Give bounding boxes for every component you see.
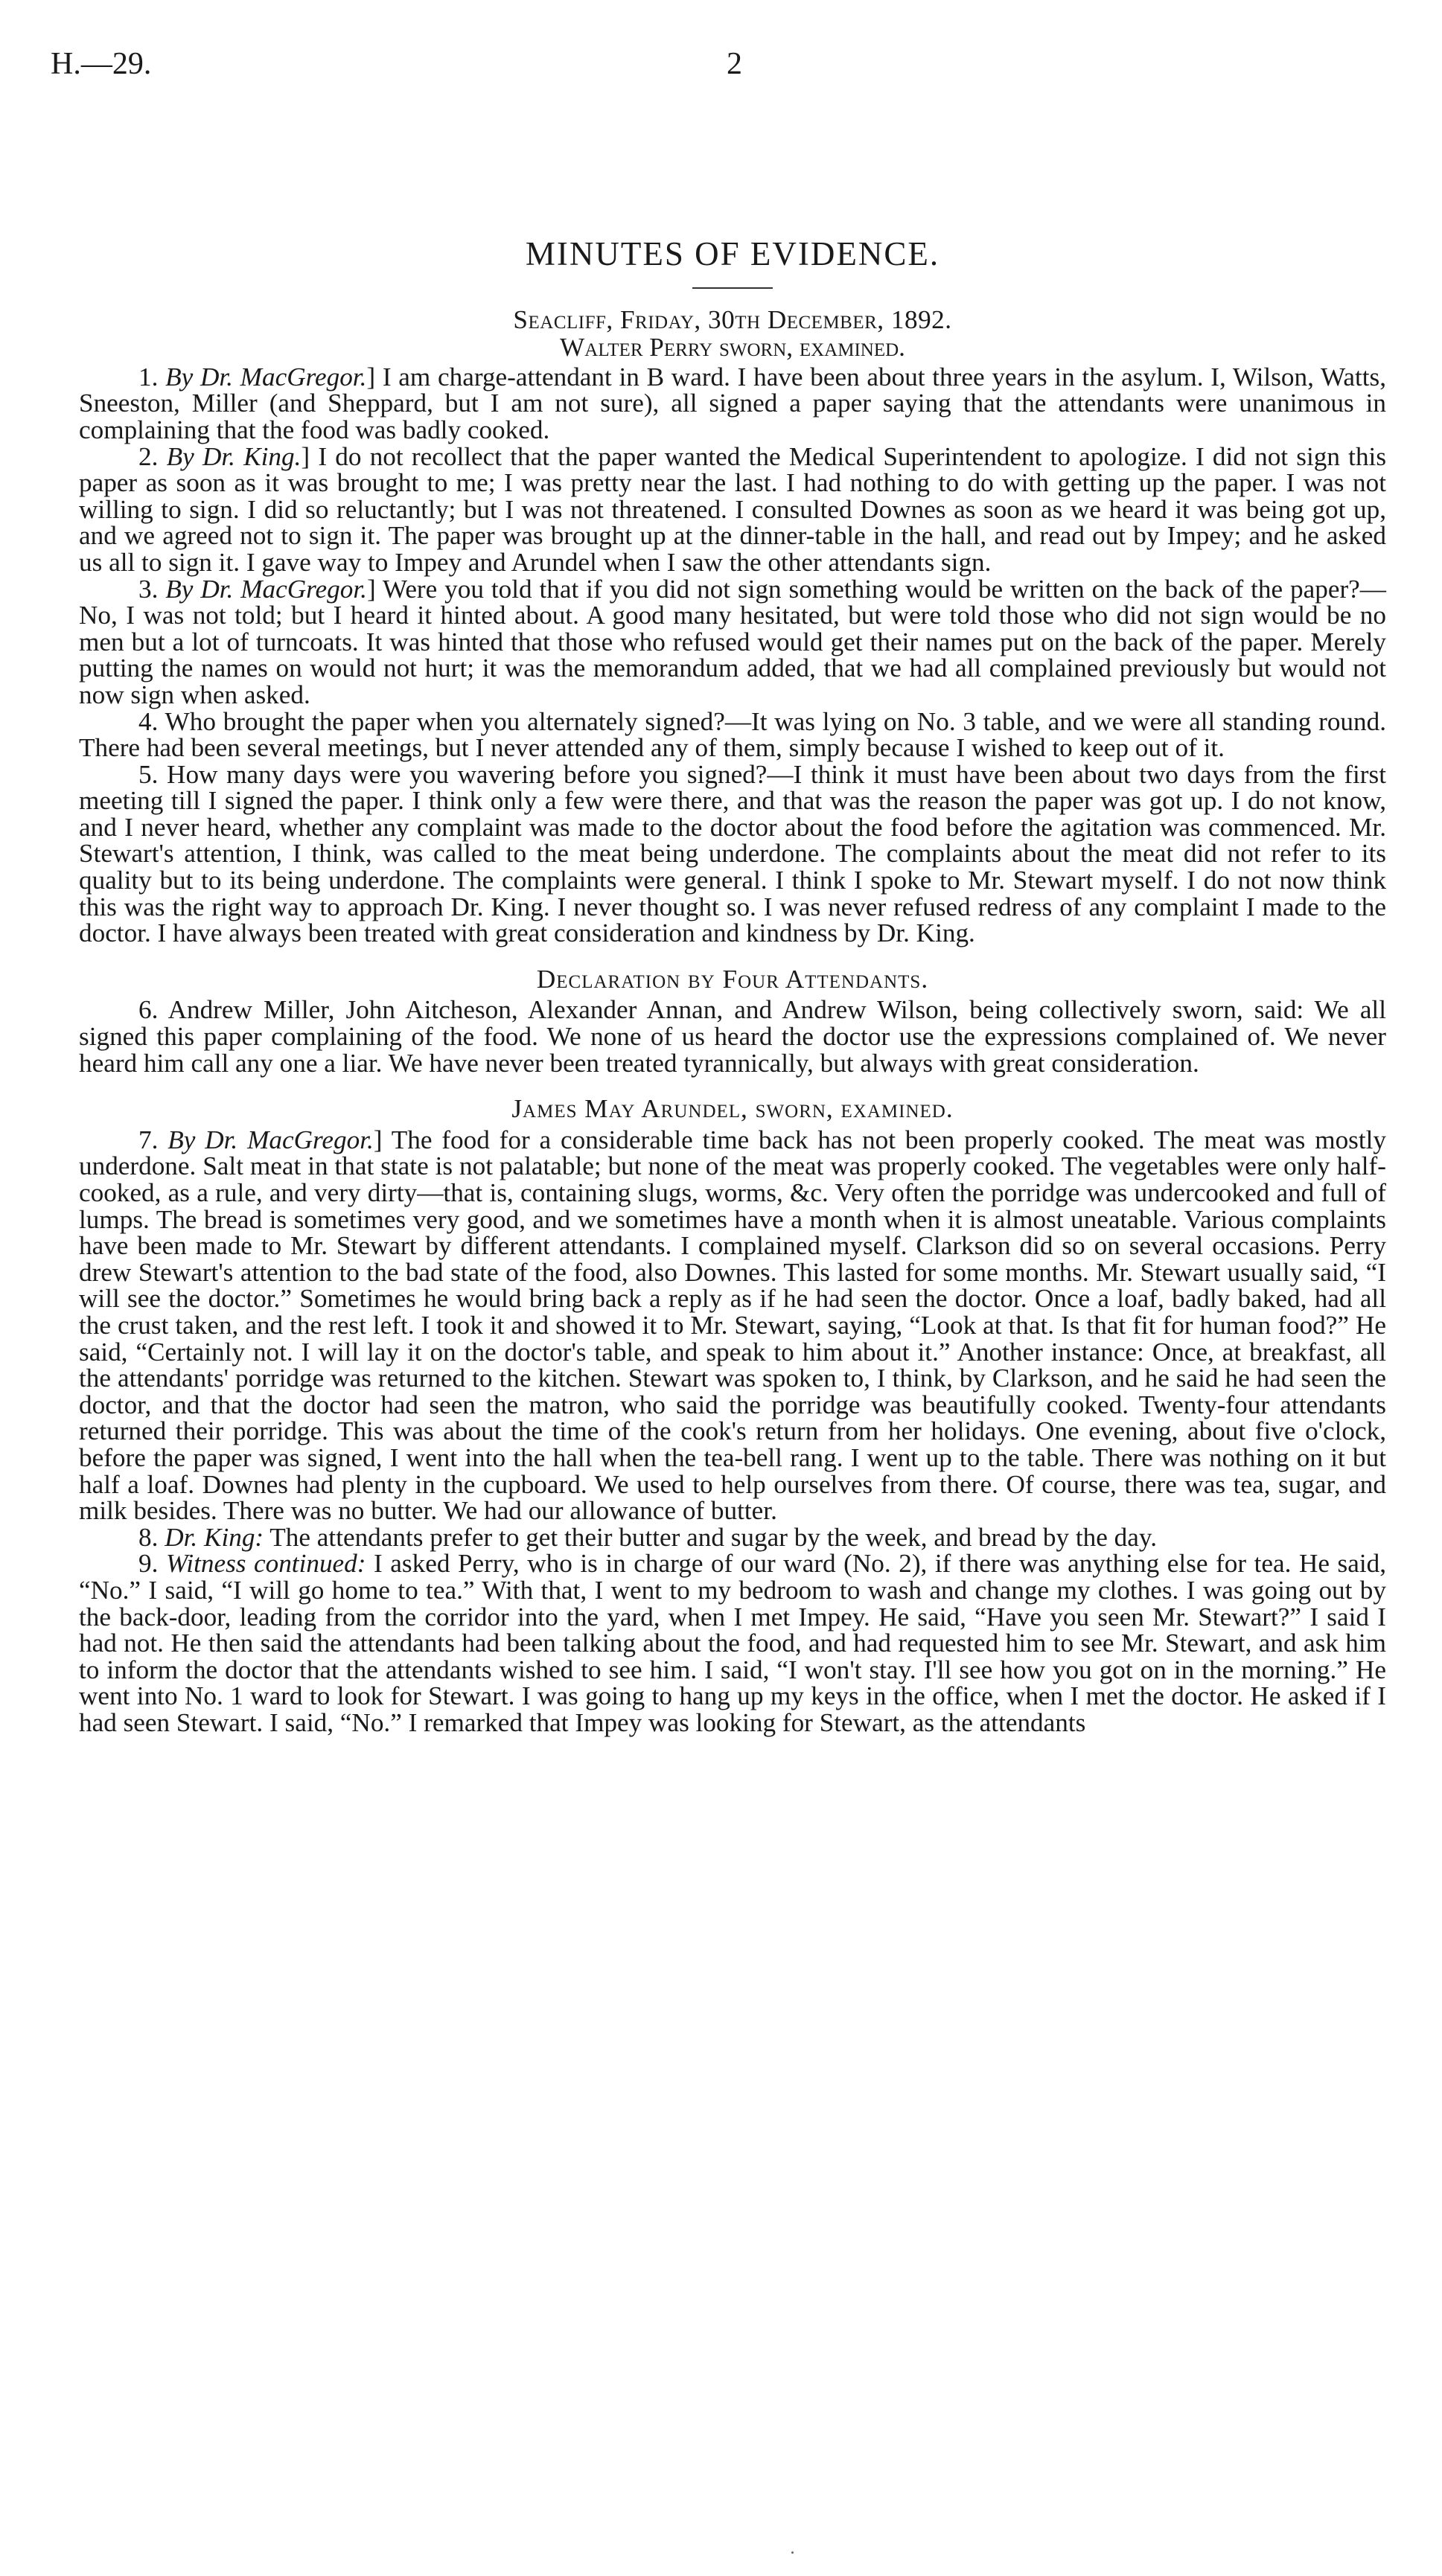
paragraph-number: 3. bbox=[138, 574, 166, 604]
examiner-label: By Dr. MacGregor. bbox=[168, 1125, 374, 1154]
paragraph-number: 4. bbox=[138, 706, 165, 736]
paragraph-text: The attendants prefer to get their butter and sugar by the week, and bread by the day. bbox=[264, 1522, 1157, 1552]
examiner-label: By Dr. MacGregor. bbox=[165, 362, 367, 391]
evidence-section-perry bbox=[79, 364, 1386, 947]
title-rule bbox=[692, 287, 773, 289]
evidence-paragraph bbox=[79, 706, 1386, 763]
dateline: Seacliff, Friday, 30th December, 1892. bbox=[513, 304, 952, 334]
paragraph-number: 8. bbox=[138, 1522, 165, 1552]
examiner-label: By Dr. MacGregor. bbox=[165, 574, 367, 604]
paragraph-text: How many days were you wavering before you signed?—I think it must have been about two days from the first meeting till I signed the paper. I think only a few were there, and that was the reason the paper was got up. I do not know, and I never heard, whether any complaint was made to the doctor about the food before the agitation was commenced. Mr. Stewart's attention, I think, was called to the meat being underdone. The complaints about the meat did not refer to its quality but to its being underdone. The complaints were general. I think I spoke to Mr. Stewart myself. I do not now think this was the right way to approach Dr. King. I never thought so. I was never refused redress of any complaint I made to the doctor. I have always been treated with great consideration and kindness by Dr. King. bbox=[79, 759, 1386, 948]
paragraph-number: 2. bbox=[138, 441, 167, 471]
evidence-paragraph bbox=[79, 576, 1386, 709]
paragraph-number: 9. bbox=[138, 1549, 166, 1579]
paragraph-text: ] Were you told that if you did not sign something would be written on the back of the paper?—No, I was not told; but I heard it hinted about. A good many hesitated, but were told those who did not sign would be no men but a lot of turncoats. It was hinted that those who refused would get their names put on the back of the paper. Merely putting the names on would not hurt; it was the memorandum added, that we had all complained previously but would not now sign when asked. bbox=[79, 574, 1386, 709]
evidence-paragraph bbox=[79, 761, 1386, 947]
evidence-paragraph bbox=[79, 1127, 1386, 1524]
evidence-paragraph bbox=[79, 997, 1386, 1076]
document-reference: H.—29. bbox=[51, 47, 152, 81]
declaration-heading: Declaration by Four Attendants. bbox=[536, 964, 929, 994]
evidence-paragraph bbox=[79, 441, 1387, 577]
paragraph-text: I asked Perry, who is in charge of our ward (No. 2), if there was anything else for tea. He said, “No.” I said, “I will go home to tea.” With that, I went to my bedroom to wash and change my clothes. I was going out by the back-door, leading from the corridor into the yard, when I met Impey. He said, “Have you seen Mr. Stewart?” I said I had not. He then said the attendants had been talking about the food, and had requested him to see Mr. Stewart, and ask him to inform the doctor that the attendants wished to see him. I said, “I won't stay. I'll see how you got on in the morning.” He went into No. 1 ward to look for Stewart. I was going to hang up my keys in the office, when I met the doctor. He asked if I had seen Stewart. I said, “No.” I remarked that Impey was looking for Stewart, as the attendants bbox=[79, 1549, 1386, 1737]
page-mark bbox=[791, 2551, 794, 2554]
evidence-section-arundel bbox=[79, 1127, 1386, 1736]
paragraph-text: ] I am charge-attendant in B ward. I have been about three years in the asylum. I, Wilson, Watts, Sneeston, Miller (and Sheppard, but I am not sure), all signed a paper saying that the attendants were unanimous in complaining that the food was badly cooked. bbox=[79, 362, 1387, 444]
examiner-label: Witness continued: bbox=[165, 1549, 366, 1579]
page-title: MINUTES OF EVIDENCE. bbox=[525, 235, 940, 272]
evidence-paragraph bbox=[79, 1550, 1386, 1736]
examiner-label: Dr. King: bbox=[165, 1522, 264, 1552]
paragraph-text: ] I do not recollect that the paper wanted the Medical Superintendent to apologize. I did not sign this paper as soon as it was brought to me; I was pretty near the last. I had nothing to do with getting up the paper. I was not willing to sign. I did so reluctantly; but I was not threatened. I consulted Downes as soon as we heard it was being got up, and we agreed not to sign it. The paper was brought up at the dinner-table in the hall, and read out by Impey; and he asked us all to sign it. I gave way to Impey and Arundel when I saw the other attendants sign. bbox=[79, 441, 1387, 577]
evidence-paragraph bbox=[79, 364, 1386, 444]
document-body bbox=[79, 223, 1386, 1736]
witness-heading-perry: Walter Perry sworn, examined. bbox=[560, 333, 905, 362]
witness-heading-arundel: James May Arundel, sworn, examined. bbox=[511, 1094, 954, 1124]
paragraph-number: 7. bbox=[138, 1125, 168, 1154]
paragraph-text: Andrew Miller, John Aitcheson, Alexander Annan, and Andrew Wilson, being collectively sworn, said: We all signed this paper complaining of the food. We none of us heard the doctor use the expressions complained of. We never heard him call any one a liar. We have never been treated tyrannically, but always with great consideration. bbox=[79, 995, 1386, 1078]
paragraph-number: 1. bbox=[138, 362, 166, 391]
evidence-paragraph bbox=[79, 1524, 1386, 1551]
examiner-label: By Dr. King. bbox=[166, 441, 302, 471]
paragraph-number: 5. bbox=[138, 759, 168, 789]
paragraph-number: 6. bbox=[138, 995, 168, 1025]
page-number: 2 bbox=[727, 47, 742, 81]
paragraph-text: ] The food for a considerable time back has not been properly cooked. The meat was mostly underdone. Salt meat in that state is not palatable; but none of the meat was properly cooked. The vegetables were only half-cooked, as a rule, and very dirty—that is, containing slugs, worms, &c. Very often the porridge was undercooked and full of lumps. The bread is sometimes very good, and we sometimes have a month when it is almost uneatable. Various complaints have been made to Mr. Stewart by different attendants. I complained myself. Clarkson did so on several occasions. Perry drew Stewart's attention to the bad state of the food, also Downes. This lasted for some months. Mr. Stewart usually said, “I will see the doctor.” Sometimes he would bring back a reply as if he had seen the doctor. Once a loaf, badly baked, had all the crust taken, and the rest left. I took it and showed it to Mr. Stewart, saying, “Look at that. Is that fit for human food?” He said, “Certainly not. I will lay it on the doctor's table, and speak to him about it.” Another instance: Once, at breakfast, all the attendants' porridge was returned to the kitchen. Stewart was spoken to, I think, by Clarkson, and he said he had seen the doctor, and that the doctor had seen the matron, who said the porridge was beautifully cooked. Twenty-four attendants returned their porridge. This was about the time of the cook's return from her holidays. One evening, about five o'clock, before the paper was signed, I went into the hall when the tea-bell rang. I went up to the table. There was nothing on it but half a loaf. Downes had plenty in the cupboard. We used to help ourselves from there. Of course, there was tea, sugar, and milk besides. There was no butter. We had our allowance of butter. bbox=[79, 1125, 1387, 1526]
running-header bbox=[51, 46, 1391, 91]
evidence-section-declaration bbox=[79, 997, 1386, 1076]
paragraph-text: Who brought the paper when you alternately signed?—It was lying on No. 3 table, and we were all standing round. There had been several meetings, but I never attended any of them, simply because I wished to keep out of it. bbox=[79, 706, 1386, 763]
